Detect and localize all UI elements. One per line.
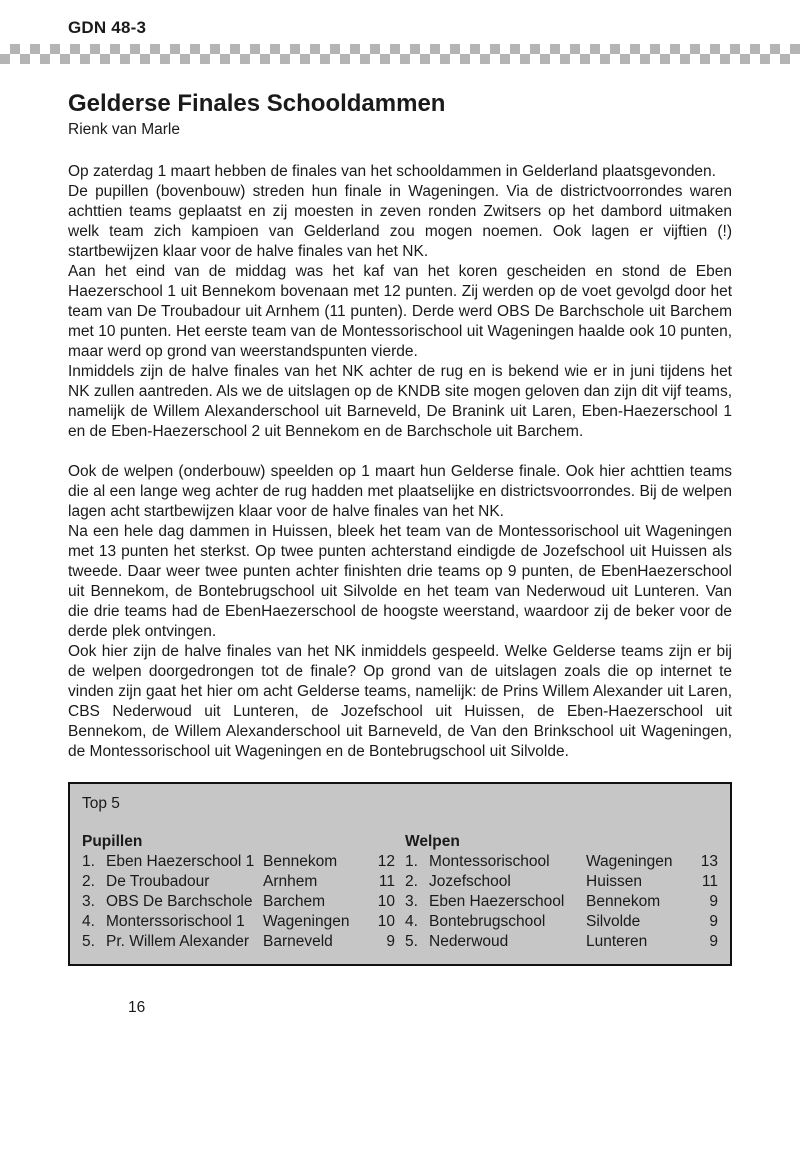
checkerboard-band [0, 44, 800, 64]
paragraph: Na een hele dag dammen in Huissen, bleek het team van de Montessorischool uit Wageningen met 13 punten het sterkst. Op twee punten achterstand eindigde de Jozefschool uit Huissen als tweede. Daar weer twee punten achter finishten drie teams op 9 punten, de EbenHaezerschool uit Bennekom, de Bontebrugschool uit Silvolde en het team van Nederwoud uit Lunteren. Van die drie teams had de EbenHaezerschool de hoogste weerstand, waardoor zij de beker voor de derde plek ontvingen. [68, 523, 732, 640]
page-number: 16 [128, 999, 146, 1016]
page [0, 18, 800, 1152]
cell-place: Silvolde [586, 913, 641, 930]
article-author: Rienk van Marle [68, 121, 180, 138]
cell-place: Lunteren [586, 933, 648, 950]
cell-team: De Troubadour [106, 873, 210, 890]
cell-place: Barchem [263, 893, 326, 910]
cell-points: 9 [709, 893, 718, 910]
issue-label: GDN 48-3 [68, 18, 147, 37]
paragraph: De pupillen (bovenbouw) streden hun finale in Wageningen. Via de districtvoorrondes waren achttien teams geplaatst en zij moesten in zeven ronden Zwitsers op het dambord uitmaken welk team zich kampioen van Gelderland zou mogen noemen. Ook lagen er vijftien (!) startbewijzen klaar voor de halve finales van het NK. [68, 183, 732, 260]
cell-team: Monterssorischool 1 [106, 913, 245, 930]
paragraph: Aan het eind van de middag was het kaf van het koren gescheiden en stond de Eben Haezerschool 1 uit Bennekom bovenaan met 12 punten. Zij werden op de voet gevolgd door het team van De Troubadour uit Arnhem (11 punten). Derde werd OBS De Barchschole uit Barchem met 10 punten. Het eerste team van de Montessorischool uit Wageningen haalde ook 10 punten, maar werd op grond van weerstandspunten vierde. [68, 263, 732, 360]
cell-rank: 3. [405, 893, 418, 910]
page-header [68, 18, 800, 42]
text-block [68, 162, 732, 442]
cell-points: 9 [709, 933, 718, 950]
top5-box [68, 782, 732, 966]
paragraph: Op zaterdag 1 maart hebben de finales van het schooldammen in Gelderland plaatsgevonden. [68, 163, 716, 180]
cell-place: Arnhem [263, 873, 318, 890]
cell-points: 11 [378, 873, 395, 890]
paragraph: Ook hier zijn de halve finales van het NK inmiddels gespeeld. Welke Gelderse teams zijn er bij de welpen doorgedrongen tot de finale? Op grond van de uitslagen zoals die op internet te vinden zijn gaat het hier om acht Gelderse teams, namelijk: de Prins Willem Alexander uit Laren, CBS Nederwoud uit Lunteren, de Jozefschool uit Huissen, de Eben-Haezerschool uit Bennekom, de Willem Alexanderschool uit Barneveld, de Van den Brinkschool uit Wageningen, de Montessorischool uit Wageningen en de Bontebrugschool uit Silvolde. [68, 643, 732, 760]
top5-column [82, 832, 395, 952]
cell-team: Eben Haezerschool 1 [106, 853, 255, 870]
cell-team: Eben Haezerschool [429, 893, 565, 910]
cell-rank: 5. [82, 933, 95, 950]
cell-place: Wageningen [263, 913, 350, 930]
cell-place: Huissen [586, 873, 642, 890]
cell-rank: 1. [82, 853, 95, 870]
cell-rank: 4. [405, 913, 418, 930]
top5-table [82, 832, 718, 952]
cell-place: Bennekom [263, 853, 338, 870]
cell-rank: 4. [82, 913, 95, 930]
article-title: Gelderse Finales Schooldammen [68, 90, 446, 117]
cell-place: Barneveld [263, 933, 333, 950]
top5-title: Top 5 [82, 795, 120, 812]
cell-points: 10 [377, 913, 395, 930]
article-body [68, 162, 732, 762]
page-footer [0, 998, 800, 1018]
paragraph: Inmiddels zijn de halve finales van het NK achter de rug en is bekend wie er in juni tijdens het NK zullen aantreden. Als we de uitslagen op de KNDB site mogen geloven dan zijn dit vijf teams, namelijk de Willem Alexanderschool uit Barneveld, De Branink uit Laren, Eben-Haezerschool 1 en de Eben-Haezerschool 2 uit Bennekom en de Barchschole uit Barchem. [68, 363, 732, 440]
cell-points: 13 [700, 853, 718, 870]
cell-team: OBS De Barchschole [106, 893, 253, 910]
cell-place: Wageningen [586, 853, 673, 870]
cell-rank: 1. [405, 853, 418, 870]
cell-team: Montessorischool [429, 853, 550, 870]
cell-points: 10 [377, 893, 395, 910]
top5-column [405, 832, 718, 952]
cell-rank: 2. [82, 873, 95, 890]
paragraph: Ook de welpen (onderbouw) speelden op 1 maart hun Gelderse finale. Ook hier achttien teams die al een lange weg achter de rug hadden met plaatselijke en districtsvoorrondes. Bij de welpen lagen acht startbewijzen klaar voor de halve finales van het NK. [68, 463, 732, 520]
cell-points: 12 [377, 853, 395, 870]
cell-team: Nederwoud [429, 933, 509, 950]
article [0, 90, 800, 966]
column-header: Pupillen [82, 833, 143, 850]
text-block [68, 462, 732, 762]
cell-team: Bontebrugschool [429, 913, 546, 930]
cell-rank: 3. [82, 893, 95, 910]
cell-points: 11 [701, 873, 718, 890]
cell-points: 9 [709, 913, 718, 930]
cell-rank: 5. [405, 933, 418, 950]
cell-points: 9 [386, 933, 395, 950]
cell-team: Jozefschool [429, 873, 511, 890]
cell-place: Bennekom [586, 893, 661, 910]
cell-rank: 2. [405, 873, 418, 890]
column-header: Welpen [405, 833, 460, 850]
cell-team: Pr. Willem Alexander [106, 933, 249, 950]
